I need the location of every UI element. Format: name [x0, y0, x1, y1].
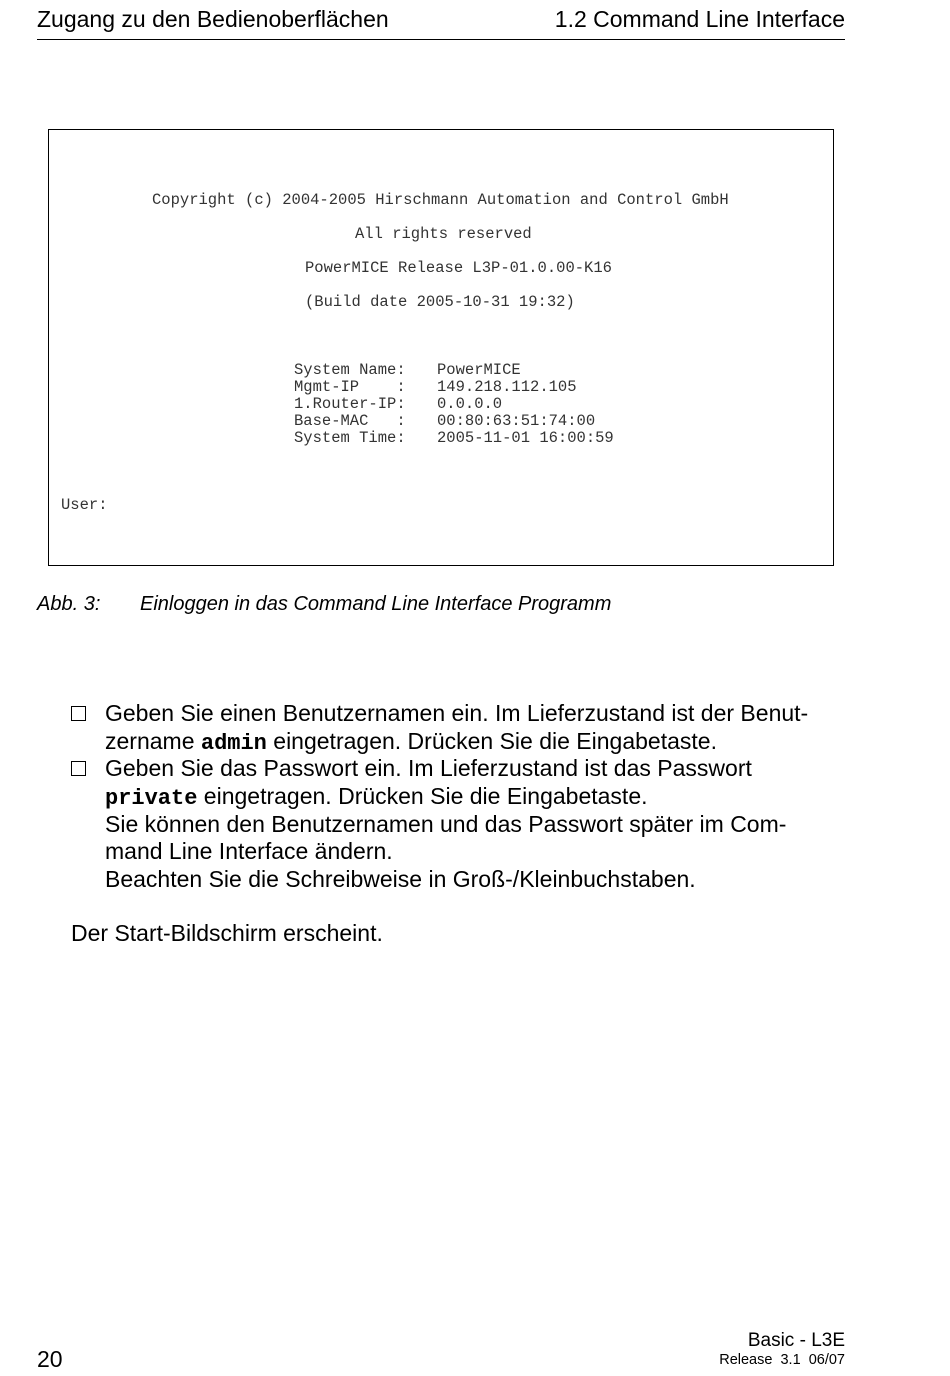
step1-text-post: eingetragen. Drücken Sie die Eingabetaste.: [266, 728, 717, 754]
chapter-title: Zugang zu den Bedienoberflächen: [37, 6, 389, 32]
step2-line2: [105, 783, 648, 813]
copyright-line: Copyright (c) 2004-2005 Hirschmann Automation and Control GmbH: [152, 191, 729, 209]
step2-line4: mand Line Interface ändern.: [105, 838, 393, 864]
default-password: private: [105, 786, 198, 811]
info-value-system-name: PowerMICE: [437, 361, 521, 379]
release-line: PowerMICE Release L3P-01.0.00-K16: [305, 259, 612, 277]
info-value-router-ip: 0.0.0.0: [437, 395, 503, 413]
rights-line: All rights reserved: [355, 225, 532, 243]
step2-line3: Sie können den Benutzernamen und das Passwort später im Com-: [105, 811, 787, 837]
step2-line1: Geben Sie das Passwort ein. Im Lieferzustand ist das Passwort: [105, 755, 752, 781]
info-value-system-time: 2005-11-01 16:00:59: [437, 429, 614, 447]
info-label-base-mac: Base-MAC :: [294, 412, 406, 430]
step2-checkbox: [71, 761, 86, 776]
header-divider: [37, 39, 845, 40]
build-date-line: (Build date 2005-10-31 19:32): [305, 293, 575, 311]
info-label-mgmt-ip: Mgmt-IP :: [294, 378, 406, 396]
info-label-system-time: System Time:: [294, 429, 406, 447]
document-name: Basic - L3E: [747, 1330, 845, 1351]
info-value-mgmt-ip: 149.218.112.105: [437, 378, 577, 396]
info-value-base-mac: 00:80:63:51:74:00: [437, 412, 596, 430]
section-title: 1.2 Command Line Interface: [554, 6, 845, 32]
step1-line1: Geben Sie einen Benutzernamen ein. Im Lieferzustand ist der Benut-: [105, 700, 809, 726]
step1-checkbox: [71, 706, 86, 721]
info-label-system-name: System Name:: [294, 361, 406, 379]
info-label-router-ip: 1.Router-IP:: [294, 395, 406, 413]
release-info: Release 3.1 06/07: [719, 1352, 845, 1368]
result-text: Der Start-Bildschirm erscheint.: [71, 920, 383, 946]
step1-text-pre: zername: [105, 728, 201, 754]
figure-caption: Einloggen in das Command Line Interface Programm: [140, 593, 612, 615]
cli-login-screen: [48, 129, 834, 566]
user-prompt: User:: [61, 496, 108, 514]
default-username: admin: [200, 731, 267, 756]
step2-text-post: eingetragen. Drücken Sie die Eingabetaste.: [197, 783, 648, 809]
figure-label: Abb. 3:: [37, 593, 101, 615]
step2-line5: Beachten Sie die Schreibweise in Groß-/Kleinbuchstaben.: [105, 866, 696, 892]
page-number: 20: [37, 1346, 63, 1372]
step1-line2: [105, 728, 717, 758]
